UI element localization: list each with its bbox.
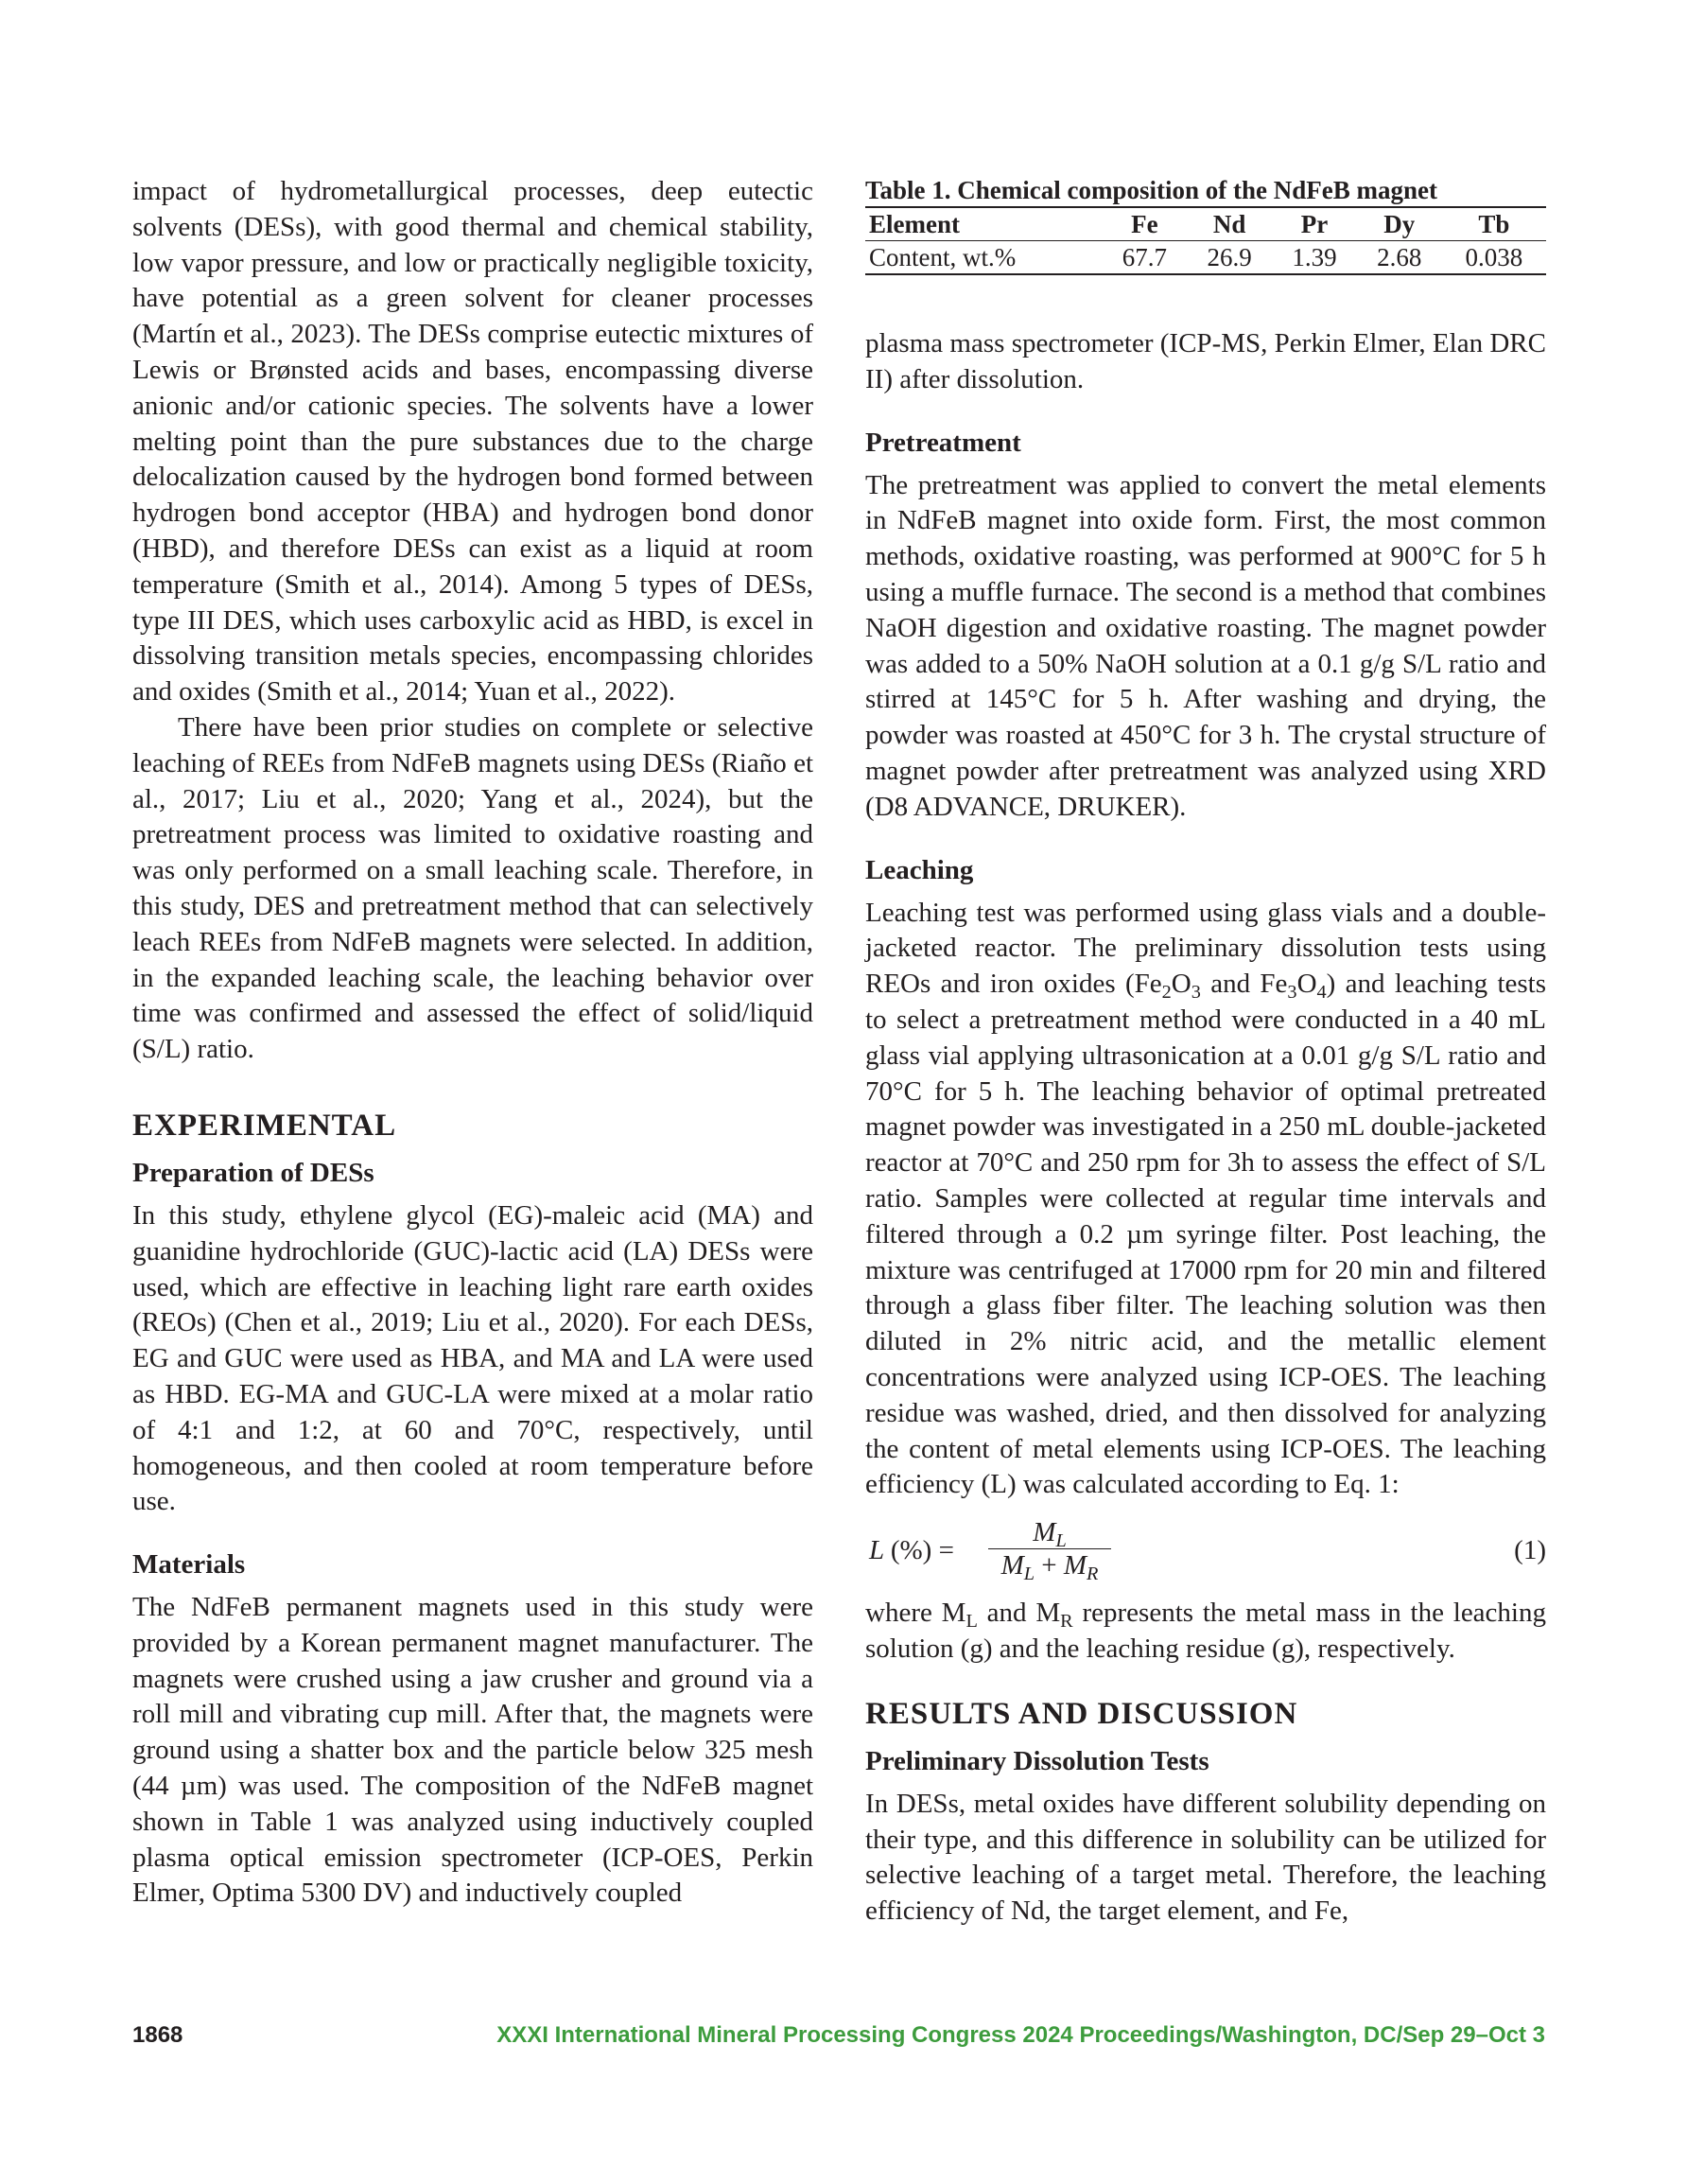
table-header-cell: Fe <box>1102 207 1187 241</box>
equation-lhs: L (%) = <box>869 1535 954 1566</box>
equation-numerator: $M_L$ <box>988 1516 1111 1549</box>
table-cell: 26.9 <box>1187 241 1272 275</box>
materials-paragraph: The NdFeB permanent magnets used in this study were provided by a Korean permanent magnet manufacturer. The magnets were crushed using a jaw crusher and ground via a roll mill and vibrating cup mill. After that, the magnets were ground using a shatter box and the particle below 325 mesh (44 µm) was used. The composition of the NdFeB magnet shown in Table 1 was analyzed using inductively coupled plasma optical emission spectrometer (ICP-OES, Perkin Elmer, Optima 5300 DV) and inductively coupled <box>132 1592 813 1909</box>
right-column <box>865 174 1546 1930</box>
table-1 <box>865 174 1546 275</box>
intro-paragraph-2: There have been prior studies on complete or selective leaching of REEs from NdFeB magnets using DESs (Riaño et al., 2017; Liu et al., 2020; Yang et al., 2024), but the pretreatment process was limited to oxidative roasting and was only performed on a small leaching scale. Therefore, in this study, DES and pretreatment method that can selectively leach REEs from NdFeB magnets were selected. In addition, in the expanded leaching scale, the leaching behavior over time was confirmed and assessed the effect of solid/liquid (S/L) ratio. <box>132 711 813 1065</box>
left-column <box>132 174 813 1912</box>
table-header-row <box>865 207 1546 241</box>
table-cell: 0.038 <box>1442 241 1546 275</box>
equation-1 <box>865 1516 1546 1586</box>
intro-paragraph-1: impact of hydrometallurgical processes, deep eutectic solvents (DESs), with good thermal and chemical stability, low vapor pressure, and low or practically negligible toxicity, have potential as a green solvent for cleaner processes (Martín et al., 2023). The DESs comprise eutectic mixtures of Lewis or Brønsted acids and bases, encompassing diverse anionic and/or cationic species. The solvents have a lower melting point than the pure substances due to the charge delocalization caused by the hydrogen bond formed between hydrogen bond acceptor (HBA) and hydrogen bond donor (HBD), and therefore DESs can exist as a liquid at room temperature (Smith et al., 2014). Among 5 types of DESs, type III DES, which uses carboxylic acid as HBD, is excel in dissolving transition metals species, encompassing chlorides and oxides (Smith et al., 2014; Yuan et al., 2022). <box>132 176 813 708</box>
table-header-cell: Dy <box>1357 207 1442 241</box>
table-cell: 1.39 <box>1272 241 1357 275</box>
table-cell: 2.68 <box>1357 241 1442 275</box>
subsection-heading-materials: Materials <box>132 1549 246 1581</box>
table-cell: Content, wt.% <box>865 241 1102 275</box>
equation-denominator: $M_L + M_R$ <box>1000 1550 1099 1585</box>
equation-explanation: where $M_L$ and $M_R$ represents the metal mass in the leaching solution (g) and the leaching residue (g), respectively. <box>865 1598 1546 1664</box>
table-header-cell: Pr <box>1272 207 1357 241</box>
leaching-paragraph: Leaching test was performed using glass vials and a double-jacketed reactor. The preliminary dissolution tests using REOs and iron oxides ($Fe_2O_3$ and $Fe_3O_4$) and leaching tests to select a pretreatment method were conducted in a 40 mL glass vial applying ultrasonication at a 0.01 g/g S/L ratio and 70°C for 5 h. The leaching behavior of optimal pretreated magnet powder was investigated in a 250 mL double-jacketed reactor at 70°C and 250 rpm for 3h to assess the effect of S/L ratio. Samples were collected at regular time intervals and filtered through a 0.2 µm syringe filter. Post leaching, the mixture was centrifuged at 17000 rpm for 20 min and filtered through a glass fiber filter. The leaching solution was then diluted in 2% nitric acid, and the metallic element concentrations were analyzed using ICP-OES. The leaching residue was washed, dried, and then dissolved for analyzing the content of metal elements using ICP-OES. The leaching efficiency (L) was calculated according to Eq. 1: <box>865 897 1546 1500</box>
section-heading-experimental: EXPERIMENTAL <box>132 1108 397 1143</box>
equation-fraction <box>988 1516 1111 1585</box>
table-caption: Table 1. Chemical composition of the NdFeB magnet <box>865 176 1437 204</box>
equation-number: (1) <box>1514 1535 1546 1566</box>
table-header-cell: Element <box>865 207 1102 241</box>
section-heading-results: RESULTS AND DISCUSSION <box>865 1696 1298 1731</box>
composition-table <box>865 206 1546 275</box>
subsection-heading-leaching: Leaching <box>865 854 974 885</box>
table-cell: 67.7 <box>1102 241 1187 275</box>
continuation-paragraph: plasma mass spectrometer (ICP-MS, Perkin Elmer, Elan DRC II) after dissolution. <box>865 328 1546 394</box>
subsection-heading-preliminary: Preliminary Dissolution Tests <box>865 1745 1209 1776</box>
subsection-heading-pretreatment: Pretreatment <box>865 427 1021 458</box>
table-row <box>865 241 1546 275</box>
pretreatment-paragraph: The pretreatment was applied to convert the metal elements in NdFeB magnet into oxide form. First, the most common methods, oxidative roasting, was performed at 900°C for 5 h using a muffle furnace. The second is a method that combines NaOH digestion and oxidative roasting. The magnet powder was added to a 50% NaOH solution at a 0.1 g/g S/L ratio and stirred at 145°C for 5 h. After washing and drying, the powder was roasted at 450°C for 3 h. The crystal structure of magnet powder after pretreatment was analyzed using XRD (D8 ADVANCE, DRUKER). <box>865 469 1546 822</box>
results-paragraph: In DESs, metal oxides have different solubility depending on their type, and this difference in solubility can be utilized for selective leaching of a target metal. Therefore, the leaching efficiency of Nd, the target element, and Fe, <box>865 1788 1546 1927</box>
table-header-cell: Tb <box>1442 207 1546 241</box>
table-header-cell: Nd <box>1187 207 1272 241</box>
page-number: 1868 <box>132 2022 183 2048</box>
des-paragraph: In this study, ethylene glycol (EG)-maleic acid (MA) and guanidine hydrochloride (GUC)-lactic acid (LA) DESs were used, which are effective in leaching light rare earth oxides (REOs) (Chen et al., 2019; Liu et al., 2020). For each DESs, EG and GUC were used as HBA, and MA and LA were used as HBD. EG-MA and GUC-LA were mixed at a molar ratio of 4:1 and 1:2, at 60 and 70°C, respectively, until homogeneous, and then cooled at room temperature before use. <box>132 1199 813 1517</box>
subsection-heading-des: Preparation of DESs <box>132 1157 374 1188</box>
proceedings-title: XXXI International Mineral Processing Congress 2024 Proceedings/Washington, DC/Sep 29–Oct 3 <box>496 2022 1545 2048</box>
